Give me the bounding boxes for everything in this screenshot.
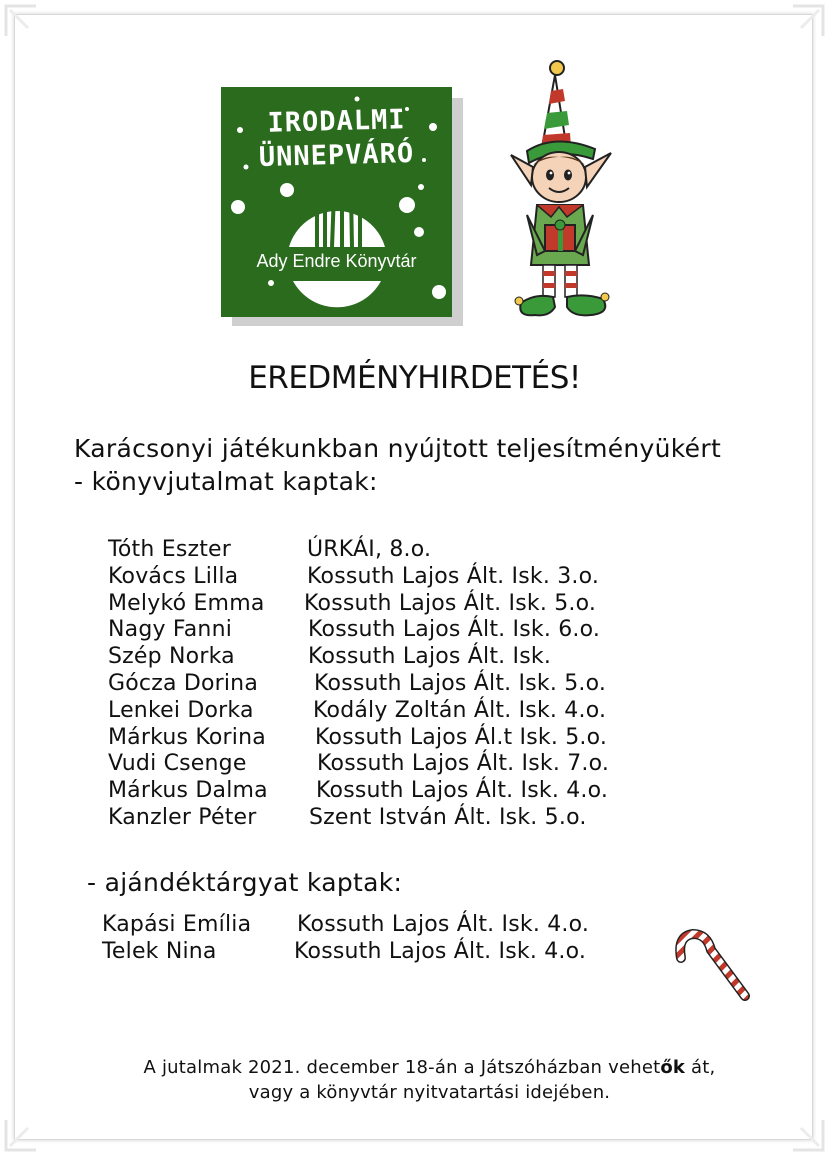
winner-school: ÚRKÁI, 8.o. <box>307 537 432 562</box>
winner-name: Vudi Csenge <box>108 751 247 777</box>
list-item <box>108 698 758 725</box>
footer-line1-bold: ők <box>660 1057 686 1078</box>
logo-title-line2: ÜNNEPVÁRÓ <box>258 137 415 174</box>
winner-name: Nagy Fanni <box>108 617 233 643</box>
footer-line1-end: át, <box>685 1057 716 1078</box>
winner-name: Tóth Eszter <box>108 537 232 562</box>
gift-winners-list <box>102 912 702 966</box>
winner-name: Szép Norka <box>108 644 235 670</box>
list-item <box>102 939 702 966</box>
list-item <box>108 537 758 564</box>
footer-line1 <box>0 1055 829 1080</box>
footer-line1-text: A jutalmak 2021. december 18-án a Játszóházban vehet <box>143 1057 661 1078</box>
list-item <box>108 778 758 805</box>
list-item <box>102 912 702 939</box>
list-item <box>108 617 758 644</box>
list-item <box>108 725 758 752</box>
winner-school: Kossuth Lajos Ált. Isk. 5.o. <box>314 670 607 696</box>
intro-line1: Karácsonyi játékunkban nyújtott teljesítményükért <box>74 434 722 463</box>
list-item <box>108 751 758 778</box>
intro-text <box>74 432 814 498</box>
winner-school: Szent István Ált. Isk. 5.o. <box>309 804 587 830</box>
winner-school: Kodály Zoltán Ált. Isk. 4.o. <box>313 697 607 723</box>
winner-school: Kossuth Lajos Ált. Isk. <box>308 644 552 670</box>
logo-library-name: Ady Endre Könyvtár <box>256 251 417 271</box>
footer-line2: vagy a könyvtár nyitvatartási idejében. <box>248 1082 611 1103</box>
list-item <box>108 671 758 698</box>
winner-school: Kossuth Lajos Ált. Isk. 4.o. <box>316 778 609 804</box>
winner-school: Kossuth Lajos Ált. Isk. 5.o. <box>304 590 597 616</box>
winner-school: Kossuth Lajos Ált. Isk. 3.o. <box>307 563 600 589</box>
winner-school: Kossuth Lajos Ált. Isk. 6.o. <box>308 617 601 643</box>
announcement-headline: EREDMÉNYHIRDETÉS! <box>248 360 581 396</box>
winner-school: Kossuth Lajos Ál.t Isk. 5.o. <box>315 724 608 750</box>
book-winners-list <box>108 537 758 832</box>
winner-school: Kossuth Lajos Ált. Isk. 4.o. <box>294 938 587 964</box>
list-item <box>108 564 758 591</box>
intro-line2: - könyvjutalmat kaptak: <box>74 467 378 496</box>
winner-name: Lenkei Dorka <box>108 697 254 723</box>
footer-note <box>0 1055 829 1105</box>
elf-illustration <box>505 55 617 325</box>
logo-title-line1: IRODALMI <box>267 104 406 139</box>
winner-name: Gócza Dorina <box>108 670 259 696</box>
winner-name: Márkus Korina <box>108 724 266 750</box>
winner-school: Kossuth Lajos Ált. Isk. 7.o. <box>317 751 610 777</box>
list-item <box>108 591 758 618</box>
library-logo <box>221 87 452 317</box>
winner-name: Kapási Emília <box>102 912 252 937</box>
winner-name: Kovács Lilla <box>108 563 239 589</box>
winner-school: Kossuth Lajos Ált. Isk. 4.o. <box>297 912 590 937</box>
winner-name: Telek Nina <box>102 938 217 964</box>
gift-heading: - ajándéktárgyat kaptak: <box>87 868 403 897</box>
list-item <box>108 805 758 832</box>
winner-name: Kanzler Péter <box>108 804 257 830</box>
list-item <box>108 644 758 671</box>
winner-name: Márkus Dalma <box>108 778 268 804</box>
candy-cane-icon <box>673 928 753 1004</box>
winner-name: Melykó Emma <box>108 590 265 616</box>
